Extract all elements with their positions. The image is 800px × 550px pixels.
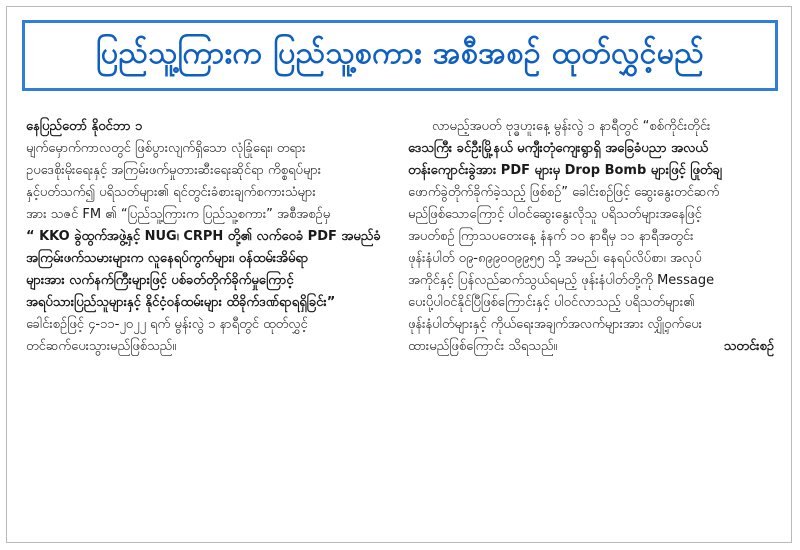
paragraph-line-bold: “ KKO ခွဲထွက်အဖွဲ့နှင့် NUG၊ CRPH တို့၏ လက်ဝေခံ PDF အမည်ခံ <box>26 229 381 244</box>
paragraph-line: အပတ်စဉ် ကြာသပတေးနေ့ နံနက် ၁၀ နာရီမှ ၁၁ နာရီအတွင်း <box>408 229 694 244</box>
paragraph-line-last <box>408 336 774 358</box>
paragraph-line: ဖုန်းနံပါတ် ၀၉-၈၉၉၀၀၉၉၅၅ သို့ အမည်၊ နေရပ်လိပ်စာ၊ အလုပ် <box>408 251 702 266</box>
paragraph-line: ပေးပို့ပါဝင်နိုင်ပြီဖြစ်ကြောင်းနှင့် ပါဝင်လာသည့် ပရိသတ်များ၏ <box>408 295 695 310</box>
headline-title: ပြည်သူ့ကြားက ပြည်သူ့စကား အစီအစဉ် ထုတ်လွှင့်မည် <box>95 36 705 71</box>
paragraph-line: ခေါင်းစဉ်ဖြင့် ၄-၁၁-၂၀၂၂ ရက် မွန်းလွဲ ၁ နာရီတွင် ထုတ်လွှင့် <box>26 317 308 332</box>
paragraph-line: ဖောက်ခွဲတိုက်ခိုက်ခဲ့သည့် ဖြစ်စဉ်” ခေါင်းစဉ်ဖြင့် ဆွေးနွေးတင်ဆက် <box>408 185 720 200</box>
right-column <box>408 116 774 358</box>
paragraph-line: တင်ဆက်ပေးသွားမည်ဖြစ်သည်။ <box>26 339 177 354</box>
paragraph-line-bold: အရပ်သားပြည်သူများနှင့် နိုင်ငံ့ဝန်ထမ်းများ ထိခိုက်ဒဏ်ရာရရှိခြင်း” <box>26 295 336 310</box>
paragraph-line: ဖုန်းနံပါတ်များနှင့် ကိုယ်ရေးအချက်အလက်များအား လျှို့ဝှက်ပေး <box>408 317 702 332</box>
paragraph-line: အား သဇင် FM ၏ “ပြည်သူ့ကြားက ပြည်သူ့စကား” အစီအစဉ်မှ <box>26 207 331 222</box>
closing-text: ထားမည်ဖြစ်ကြောင်း သိရသည်။ <box>408 339 558 354</box>
paragraph-line: လာမည့်အပတ် ဗုဒ္ဓဟူးနေ့ မွန်းလွဲ ၁ နာရီတွင် “စစ်ကိုင်းတိုင်း <box>432 119 711 134</box>
left-column <box>26 116 392 358</box>
paragraph-line: ဥပဒေစိုးမိုးရေးနှင့် အကြမ်းဖက်မှုတားဆီးရေးဆိုင်ရာ ကိစ္စရပ်များ <box>26 163 322 178</box>
paragraph-line: မျက်မှောက်ကာလတွင် ဖြစ်ပွားလျက်ရှိသော လုံခြုံရေး၊ တရား <box>26 141 306 156</box>
byline: သတင်းစဉ် <box>723 339 774 354</box>
paragraph-line: နှင့်ပတ်သက်၍ ပရိသတ်များ၏ ရင်တွင်းခံစားချက်စကားသံများ <box>26 185 316 200</box>
paragraph-line-bold: အကြမ်းဖက်သမားများက လူနေရပ်ကွက်များ၊ ဝန်ထမ်းအိမ်ရာ <box>26 251 309 266</box>
headline-banner <box>22 20 778 91</box>
paragraph-line-bold: ဒေသကြီး ခင်ဦးမြို့နယ် မကျီးတုံကျေးရွာရှိ အခြေခံပညာ အလယ် <box>408 141 708 156</box>
dateline: နေပြည်တော် နိုဝင်ဘာ ၁ <box>26 119 143 134</box>
paragraph-line-bold: တန်းကျောင်းခွဲအား PDF များမှ Drop Bomb များဖြင့် ဖြုတ်ချ <box>408 163 722 178</box>
paragraph-line: အကိုင်နှင့် ပြန်လည်ဆက်သွယ်ရမည့် ဖုန်းနံပါတ်တို့ကို Message <box>408 273 715 288</box>
paragraph-line-bold: များအား လက်နက်ကြီးများဖြင့် ပစ်ခတ်တိုက်ခိုက်မှုကြောင့် <box>26 273 294 288</box>
paragraph-line: မည်ဖြစ်သောကြောင့် ပါဝင်ဆွေးနွေးလိုသူ ပရိသတ်များအနေဖြင့် <box>408 207 702 222</box>
